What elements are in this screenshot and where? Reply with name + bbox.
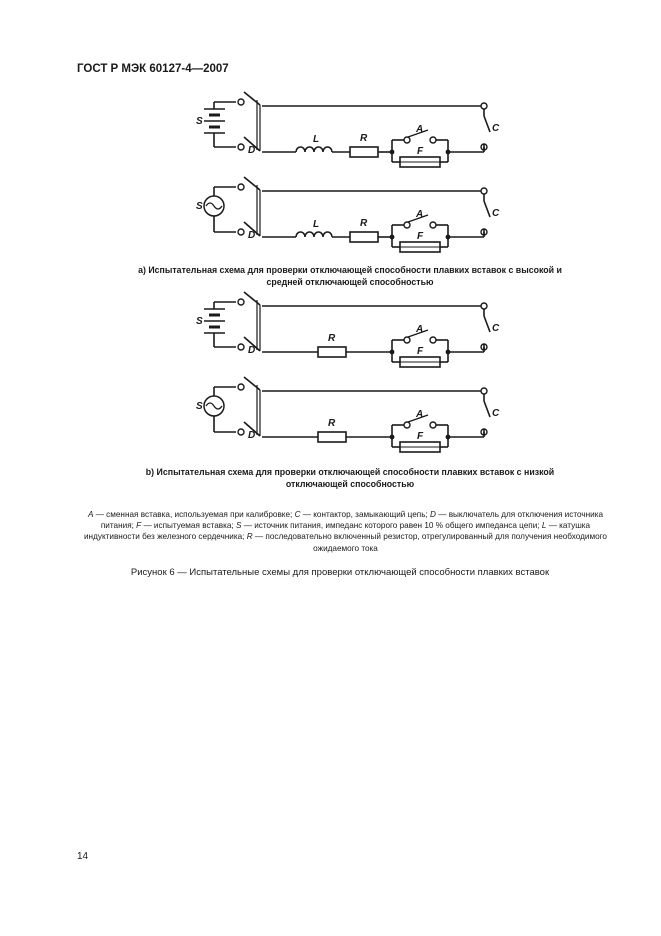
caption-b: b) Испытательная схема для проверки отключающей способности плавких вставок с низкой отключающей способностью xyxy=(145,467,555,489)
terminal xyxy=(238,299,244,305)
circuit-a-ac xyxy=(196,177,500,252)
legend-text-c: — контактор, замыкающий цепь; xyxy=(300,510,431,519)
legend xyxy=(82,509,609,554)
figure-caption: Рисунок 6 — Испытательные схемы для проверки отключающей способности плавких вставок xyxy=(130,567,550,578)
label-a: A xyxy=(416,124,424,135)
legend-text-a: — сменная вставка, используемая при калибровке; xyxy=(93,510,295,519)
contactor-c-blade xyxy=(484,201,490,217)
switch-a-terminal xyxy=(404,222,410,228)
switch-a-terminal xyxy=(430,422,436,428)
legend-text-f: — испытуемая вставка; xyxy=(141,521,236,531)
resistor-icon xyxy=(350,232,378,242)
caption-a: а) Испытательная схема для проверки отключающей способности плавких вставок с высокой и средней отключающей способностью xyxy=(138,265,562,287)
switch-a-terminal xyxy=(430,222,436,228)
terminal xyxy=(238,229,244,235)
switch-a-terminal xyxy=(404,422,410,428)
label-s: S xyxy=(196,201,203,212)
label-f: F xyxy=(417,346,424,357)
legend-text-d: — выключатель для отключения источника питания; xyxy=(100,510,604,531)
terminal xyxy=(238,184,244,190)
switch-a-terminal xyxy=(404,137,410,143)
contactor-terminal xyxy=(481,303,487,309)
legend-text-l: — катушка индуктивности без железного сердечника; xyxy=(83,521,591,542)
terminal xyxy=(238,429,244,435)
contactor-c-blade xyxy=(484,401,490,417)
legend-symbol-f: F xyxy=(136,521,142,531)
label-a: A xyxy=(416,409,424,420)
resistor-icon xyxy=(318,432,346,442)
label-f: F xyxy=(417,431,424,442)
label-f: F xyxy=(417,231,424,242)
terminal xyxy=(238,344,244,350)
label-c: C xyxy=(492,323,500,334)
document-header: ГОСТ Р МЭК 60127-4—2007 xyxy=(77,63,229,75)
label-d: D xyxy=(248,345,256,356)
switch-a-terminal xyxy=(430,337,436,343)
contactor-c-blade xyxy=(484,316,490,332)
label-l: L xyxy=(313,134,320,145)
contactor-c-blade xyxy=(484,116,490,132)
label-r: R xyxy=(328,333,336,344)
terminal xyxy=(238,144,244,150)
terminal xyxy=(238,384,244,390)
inductor-icon xyxy=(296,232,332,237)
label-d: D xyxy=(248,430,256,441)
label-r: R xyxy=(360,218,368,229)
contactor-terminal xyxy=(481,103,487,109)
switch-a-terminal xyxy=(430,137,436,143)
label-r: R xyxy=(328,418,336,429)
legend-symbol-l: L xyxy=(541,521,547,531)
legend-symbol-s: S xyxy=(235,521,242,531)
contactor-terminal xyxy=(481,188,487,194)
legend-text-s: — источник питания, импеданс которого равен 10 % общего импеданса цепи; xyxy=(241,521,542,531)
circuit-b-ac xyxy=(196,377,500,452)
resistor-icon xyxy=(318,347,346,357)
contactor-terminal xyxy=(481,388,487,394)
label-r: R xyxy=(360,133,368,144)
circuit-b-dc xyxy=(196,292,500,367)
legend-text-r: — последовательно включенный резистор, отрегулированный для получения необходимого ожидаемого тока xyxy=(252,532,607,553)
label-s: S xyxy=(196,116,203,127)
circuit-a-dc xyxy=(196,92,500,167)
switch-a-terminal xyxy=(404,337,410,343)
label-f: F xyxy=(417,146,424,157)
label-d: D xyxy=(248,230,256,241)
label-s: S xyxy=(196,316,203,327)
legend-symbol-d: D xyxy=(430,510,436,519)
terminal xyxy=(238,99,244,105)
legend-symbol-r: R xyxy=(246,532,253,542)
legend-symbol-c: C xyxy=(294,510,301,519)
inductor-icon xyxy=(296,147,332,152)
label-a: A xyxy=(416,324,424,335)
label-l: L xyxy=(313,219,320,230)
label-c: C xyxy=(492,123,500,134)
page-number: 14 xyxy=(77,851,89,862)
label-c: C xyxy=(492,208,500,219)
resistor-icon xyxy=(350,147,378,157)
label-c: C xyxy=(492,408,500,419)
legend-symbol-a: A xyxy=(87,510,94,519)
label-s: S xyxy=(196,401,203,412)
label-d: D xyxy=(248,145,256,156)
label-a: A xyxy=(416,209,424,220)
